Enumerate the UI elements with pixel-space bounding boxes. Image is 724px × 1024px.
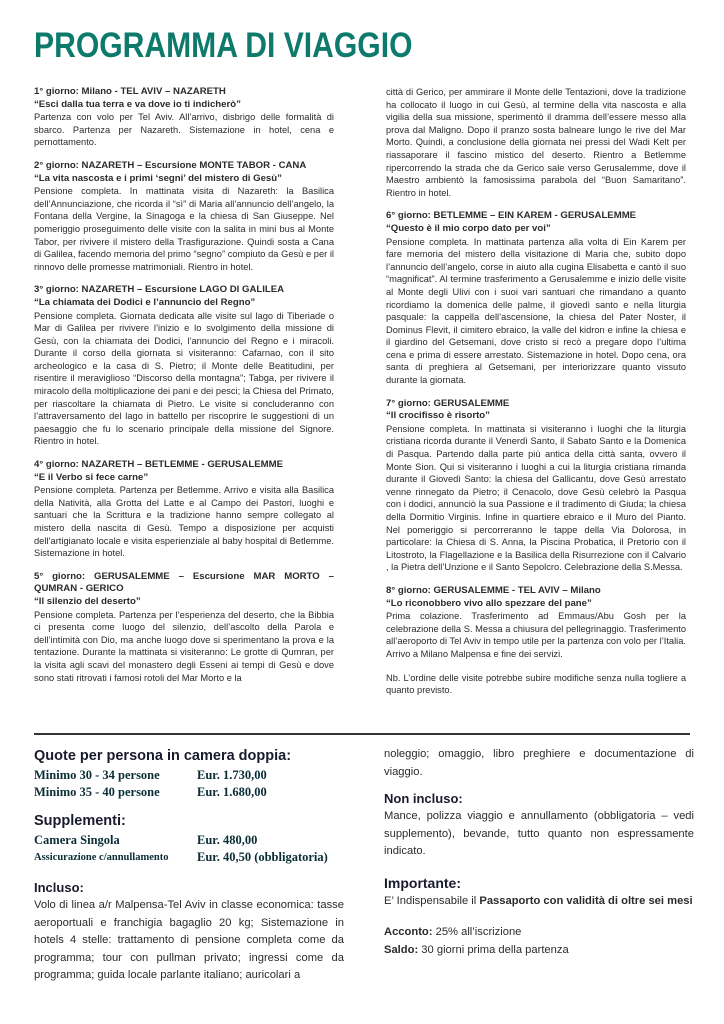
supplement-row [34, 849, 344, 866]
price-row [34, 767, 344, 784]
day-6 [386, 210, 686, 386]
itinerary-left-column [34, 86, 334, 695]
non-incluso-text: Mance, polizza viaggio e annullamento (obbligatoria – vedi supplemento), bevande, tutto quanto non espressamente indicato. [384, 810, 694, 857]
day-heading: 8° giorno: GERUSALEMME - TEL AVIV – Milano [386, 584, 601, 596]
day-heading: 6° giorno: BETLEMME – EIN KAREM - GERUSALEMME [386, 210, 637, 222]
incluso-text: Volo di linea a/r Malpensa-Tel Aviv in classe economica: tasse aeroportuali e franchigia bagaglio 20 kg; Sistemazione in hotels 4 stelle: trattamento di pensione completa come da programma; tour con pullman privato; ingressi come da programma; guida locale parlante italiano; auricolari a [34, 899, 344, 981]
saldo-label: Saldo: [384, 943, 419, 956]
day-heading: 5° giorno: GERUSALEMME – Escursione MAR MORTO – QUMRAN - GERICO [34, 570, 334, 595]
supplement-value: Eur. 40,50 (obbligatoria) [197, 850, 328, 864]
page-title: PROGRAMMA DI VIAGGIO [34, 26, 413, 65]
day-subtitle: “La vita nascosta e i primi ‘segni’ del mistero di Gesù” [34, 172, 282, 184]
price-value: Eur. 1.680,00 [197, 785, 267, 799]
day-heading: 7° giorno: GERUSALEMME [386, 397, 510, 409]
itinerary-note [386, 672, 686, 697]
day-heading: 2° giorno: NAZARETH – Escursione MONTE TABOR - CANA [34, 159, 307, 171]
day-subtitle: “Questo è il mio corpo dato per voi” [386, 222, 551, 234]
prices-right-column [384, 746, 694, 959]
day-heading: 3° giorno: NAZARETH – Escursione LAGO DI GALILEA [34, 284, 285, 296]
day-subtitle: “Esci dalla tua terra e va dove io ti indicherò” [34, 98, 241, 110]
incluso-section [34, 880, 344, 985]
price-label: Minimo 35 - 40 persone [34, 785, 160, 799]
day-text: Pensione completa. In mattinata visita di Nazareth: la Basilica dell’Annunciazione, che ricorda il “sì” di Maria all’annuncio dell’angelo, la Fontana della Vergine, la Sinagoga e la chiesa di San Giuseppe. Nel pomeriggio proseguimento delle visite con la salita in mini bus al Monte Tabor, per rivivere il mistero della Trasfigurazione. Quindi sosta a Cana di Galilea, facendo memoria del primo “segno” compiuto da Gesù e per il rinnovo delle promesse matrimoniali. Rientro in hotel. [34, 186, 334, 272]
non-incluso-heading: Non incluso: [384, 791, 463, 806]
day-text: Pensione completa. Partenza per Betlemme. Arrivo e visita alla Basilica della Natività, alla Grotta del Latte e al Campo dei Pastori, luoghi e santuari che la Scrittura e la tradizione hanno sempre collegato al mistero della nascita di Gesù. Tempo a disposizione per acquisti dell’artigianato locale e visita esperienziale al baby hospital di Betlemme. Sistemazione in hotel. [34, 485, 334, 559]
payment-section [384, 924, 694, 959]
saldo-line [384, 942, 694, 960]
day-3 [34, 284, 334, 448]
day-subtitle: “Il crocifisso è risorto” [386, 410, 490, 422]
importante-text [384, 893, 694, 911]
non-incluso-section [384, 791, 694, 861]
day-text: città di Gerico, per ammirare il Monte delle Tentazioni, dove la tradizione ha collocato il luogo in cui Gesù, al termine della vita nascosta e alla vigilia della sua missione, sperimentò il dramma dell’essere messo alla prova dal Maligno. Dopo il pranzo sosta balneare lungo le rive del Mar Morto. Quindi, a conclusione della giornata nei pressi del Wadi Kelt per riassaporare il fascino mistico del deserto. Rientro a Betlemme ripercorrendo la strada che da Gerico sale verso Gerusalemme, dove il Maestro ambientò la famosissima parabola del “Buon Samaritano”. Rientro in hotel. [386, 87, 686, 198]
day-heading: 1° giorno: Milano - TEL AVIV – NAZARETH [34, 86, 226, 97]
note-text: Nb. L’ordine delle visite potrebbe subire modifiche senza nulla togliere a quanto previsto. [386, 672, 686, 696]
acconto-line [384, 924, 694, 942]
day-text: Pensione completa. In mattinata si visiteranno i luoghi che la liturgia cristiana ricorda durante il Venerdì Santo, il Sabato Santo e la Domenica di Pasqua. Partendo dalla parte più antica della città santa, ovvero il Monte Sion. Qui si visiteranno i luoghi a cui la liturgia cristiana rimanda durante il Giovedì Santo: la chiesa del Gallicantu, dove Gesù arrestato venne rinnegato da Pietro; il Cenacolo, dove Gesù celebrò la Pasqua con i dodici, annunciò la sua Passione e il tradimento di Giuda; la chiesa della Dormitio Virginis. Infine in quartiere ebraico e il Muro del Pianto. Nel pomeriggio si percorreranno le tappe della Via Dolorosa, in particolare: la Chiesa di S. Anna, la Piscina Probatica, il Pretorio con il Litostroto, la Flagellazione e la Basilica della Risurrezione con il Calvario , la Pietra dell’Unzione e il Santo Sepolcro. Celebrazione della S.Messa. [386, 423, 686, 573]
price-label: Minimo 30 - 34 persone [34, 768, 160, 782]
saldo-value: 30 giorni prima della partenza [418, 943, 569, 956]
incluso-text-continued: noleggio; omaggio, libro preghiere e documentazione di viaggio. [384, 748, 694, 778]
itinerary-right-column [386, 86, 686, 708]
day-subtitle: “La chiamata dei Dodici e l’annuncio del Regno” [34, 296, 256, 308]
day-1 [34, 86, 334, 149]
day-subtitle: “E il Verbo si fece carne” [34, 471, 149, 483]
day-text: Prima colazione. Trasferimento ad Emmaus/Abu Gosh per la celebrazione della S. Messa a chiusura del pellegrinaggio. Trasferimento all’aeroporto di Tel Aviv in tempo utile per la partenza con volo per l’Italia. Arrivo a Milano Malpensa e fine dei servizi. [386, 611, 686, 659]
importante-prefix: E’ Indispensabile il [384, 894, 480, 907]
day-5-continued [386, 86, 686, 199]
supplement-row [34, 832, 344, 849]
day-2 [34, 160, 334, 273]
day-4 [34, 459, 334, 560]
price-row [34, 784, 344, 801]
supplement-label: Assicurazione c/annullamento [34, 852, 169, 863]
importante-heading: Importante: [384, 874, 461, 891]
price-value: Eur. 1.730,00 [197, 768, 267, 782]
day-8 [386, 585, 686, 661]
day-7 [386, 398, 686, 574]
incluso-heading: Incluso: [34, 880, 84, 895]
day-text: Pensione completa. Giornata dedicata alle visite sul lago di Tiberiade o Mar di Galilea per rivivere l’inizio e lo svolgimento della missione di Gesù, con la chiamata dei Dodici, l’annuncio del Regno e i miracoli. Durante il corso della giornata si visiteranno: Cafarnao, con il sito archeologico e la casa di S. Pietro; il Monte delle Beatitudini, per risentire il meraviglioso “Discorso della montagna”; Tabga, per rivivere il miracolo della moltiplicazione dei pani e dei pesci; la Chiesa del Primato, per riascoltare la chiamata di Pietro. Le visite si concluderanno con l’attraversamento del lago in battello per riscoprire le suggestioni di un paesaggio che fu lo scenario principale della missione del Signore. Rientro in hotel. [34, 310, 334, 447]
supplement-label: Camera Singola [34, 833, 120, 847]
day-subtitle: “Lo riconobbero vivo allo spezzare del pane” [386, 597, 592, 609]
day-text: Pensione completa. Partenza per l’esperienza del deserto, che la Bibbia ci presenta come luogo del silenzio, dell’ascolto della Parola e dell’intimità con Dio, ma anche luogo dove si sperimentano la prova e la tentazione. Durante la mattinata si visiteranno: Le grotte di Qumran, per la visita agli scavi del monastero degli Esseni ai tempi di Gesù e dove sono stati ritrovati i famosi rotoli del Mar Morto e la [34, 609, 334, 683]
day-text: Pensione completa. In mattinata partenza alla volta di Ein Karem per fare memoria del mistero della visitazione di Maria che, subito dopo l’annuncio dell’angelo, corse in aiuto alla cugina Elisabetta e cantò il suo “magnificat”. Al termine trasferimento a Gerusalemme e inizio delle visite al Monte degli Ulivi con i suoi vari santuari che rimandano a quanto ricordiamo la domenica delle palme, il giovedì santo e nella liturgia pasquale: la cappella dell’ascensione, la chiesa del Pater Noster, il Dominus Flevit, il cimitero ebraico, la valle del kidron e infine la chiesa e il giardino del Getsemani, dove cristo si recò a pregare dopo l’ultima cena e prima di essere arrestato. Sistemazione in hotel. Dopo cena, ora santa di preghiera al Getsemani, per interiorizzare quanto vissuto durante la giornata. [386, 236, 686, 386]
day-subtitle: “Il silenzio del deserto” [34, 595, 141, 607]
day-5 [34, 571, 334, 684]
importante-passport: Passaporto con validità di oltre sei mesi [479, 894, 693, 907]
supplementi-heading: Supplementi: [34, 813, 126, 829]
importante-section [384, 875, 694, 911]
quote-heading: Quote per persona in camera doppia: [34, 748, 292, 764]
prices-left-column [34, 748, 344, 985]
day-heading: 4° giorno: NAZARETH – BETLEMME - GERUSALEMME [34, 459, 284, 471]
acconto-label: Acconto: [384, 926, 433, 938]
section-divider [34, 733, 690, 735]
day-text: Partenza con volo per Tel Aviv. All’arrivo, disbrigo delle formalità di sbarco. Partenza per Nazareth. Sistemazione in hotel, cena e pernottamento. [34, 112, 334, 148]
acconto-value: 25% all’iscrizione [432, 926, 522, 938]
supplement-value: Eur. 480,00 [197, 833, 258, 847]
